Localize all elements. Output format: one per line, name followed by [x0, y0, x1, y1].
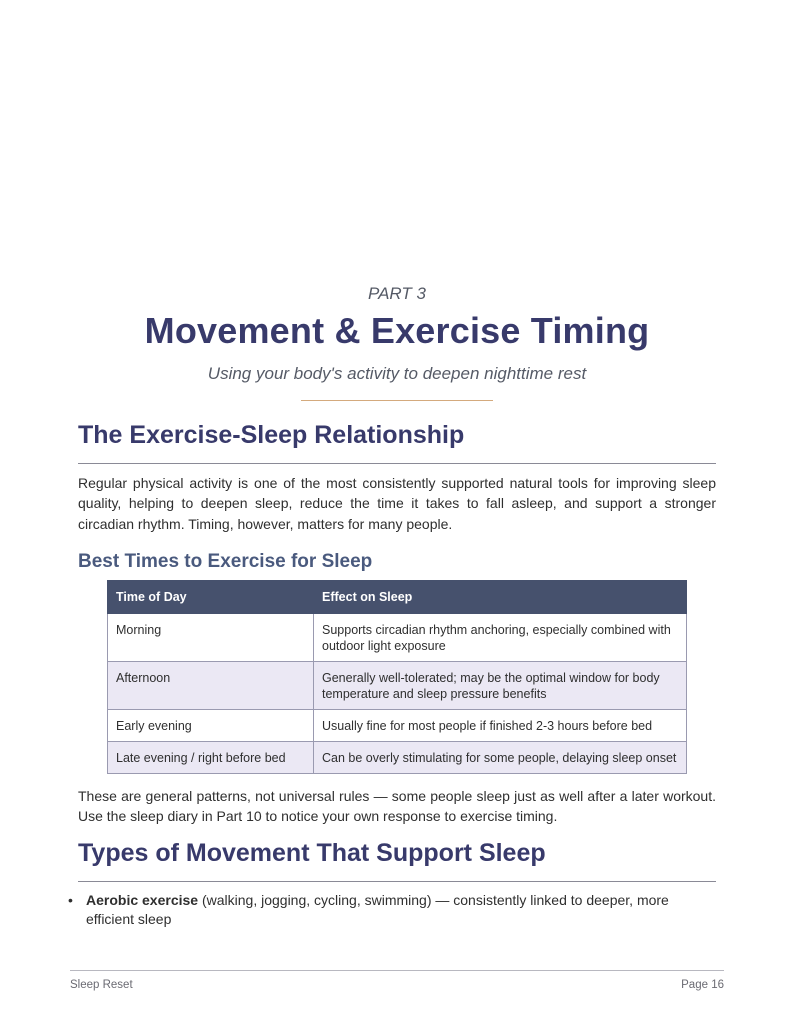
- bullet-icon: •: [68, 892, 73, 908]
- note-paragraph: These are general patterns, not universal rules — some people sleep just as well after a later workout. Use the sleep diary in Part 10 to notice your own response to exercise timing.: [78, 788, 716, 825]
- section-divider: [78, 463, 716, 464]
- table-cell-effect: Can be overly stimulating for some people, delaying sleep onset: [314, 742, 687, 774]
- page-subtitle: Using your body's activity to deepen nighttime rest: [207, 364, 587, 383]
- page-title: Movement & Exercise Timing: [144, 310, 650, 351]
- intro-paragraph: Regular physical activity is one of the most consistently supported natural tools for improving sleep quality, helping to deepen sleep, reduce the time it takes to fall asleep, and support a stronger circadian rhythm. Timing, however, matters for many people.: [78, 475, 716, 532]
- table-header-time: Time of Day: [108, 581, 314, 614]
- table-cell-time: Morning: [108, 614, 314, 662]
- table-header-effect: Effect on Sleep: [314, 581, 687, 614]
- subheading-best-times: Best Times to Exercise for Sleep: [78, 551, 373, 572]
- exercise-timing-table: [107, 580, 687, 774]
- section-heading-exercise-sleep: The Exercise-Sleep Relationship: [78, 421, 465, 449]
- table-header-row: [108, 581, 687, 614]
- part-label: PART 3: [368, 284, 426, 303]
- footer-page-number: Page 16: [681, 979, 724, 991]
- list-item: [68, 891, 716, 929]
- table-cell-effect: Supports circadian rhythm anchoring, especially combined with outdoor light exposure: [314, 614, 687, 662]
- section-divider: [78, 881, 716, 882]
- movement-list: [68, 891, 716, 929]
- table-row: [108, 742, 687, 774]
- footer-book-title: Sleep Reset: [70, 979, 133, 991]
- footer-divider: [70, 970, 724, 971]
- section-heading-movement-types: Types of Movement That Support Sleep: [78, 839, 546, 867]
- table-cell-time: Early evening: [108, 710, 314, 742]
- table-row: [108, 614, 687, 662]
- table-cell-time: Afternoon: [108, 662, 314, 710]
- table-cell-effect: Usually fine for most people if finished 2-3 hours before bed: [314, 710, 687, 742]
- table-cell-time: Late evening / right before bed: [108, 742, 314, 774]
- list-item-text: (walking, jogging, cycling, swimming) — consistently linked to deeper, more efficient sleep: [86, 892, 669, 927]
- list-item-bold: Aerobic exercise: [86, 892, 199, 908]
- table-cell-effect: Generally well-tolerated; may be the optimal window for body temperature and sleep pressure benefits: [314, 662, 687, 710]
- table-row: [108, 662, 687, 710]
- title-divider: [301, 400, 493, 401]
- table-row: [108, 710, 687, 742]
